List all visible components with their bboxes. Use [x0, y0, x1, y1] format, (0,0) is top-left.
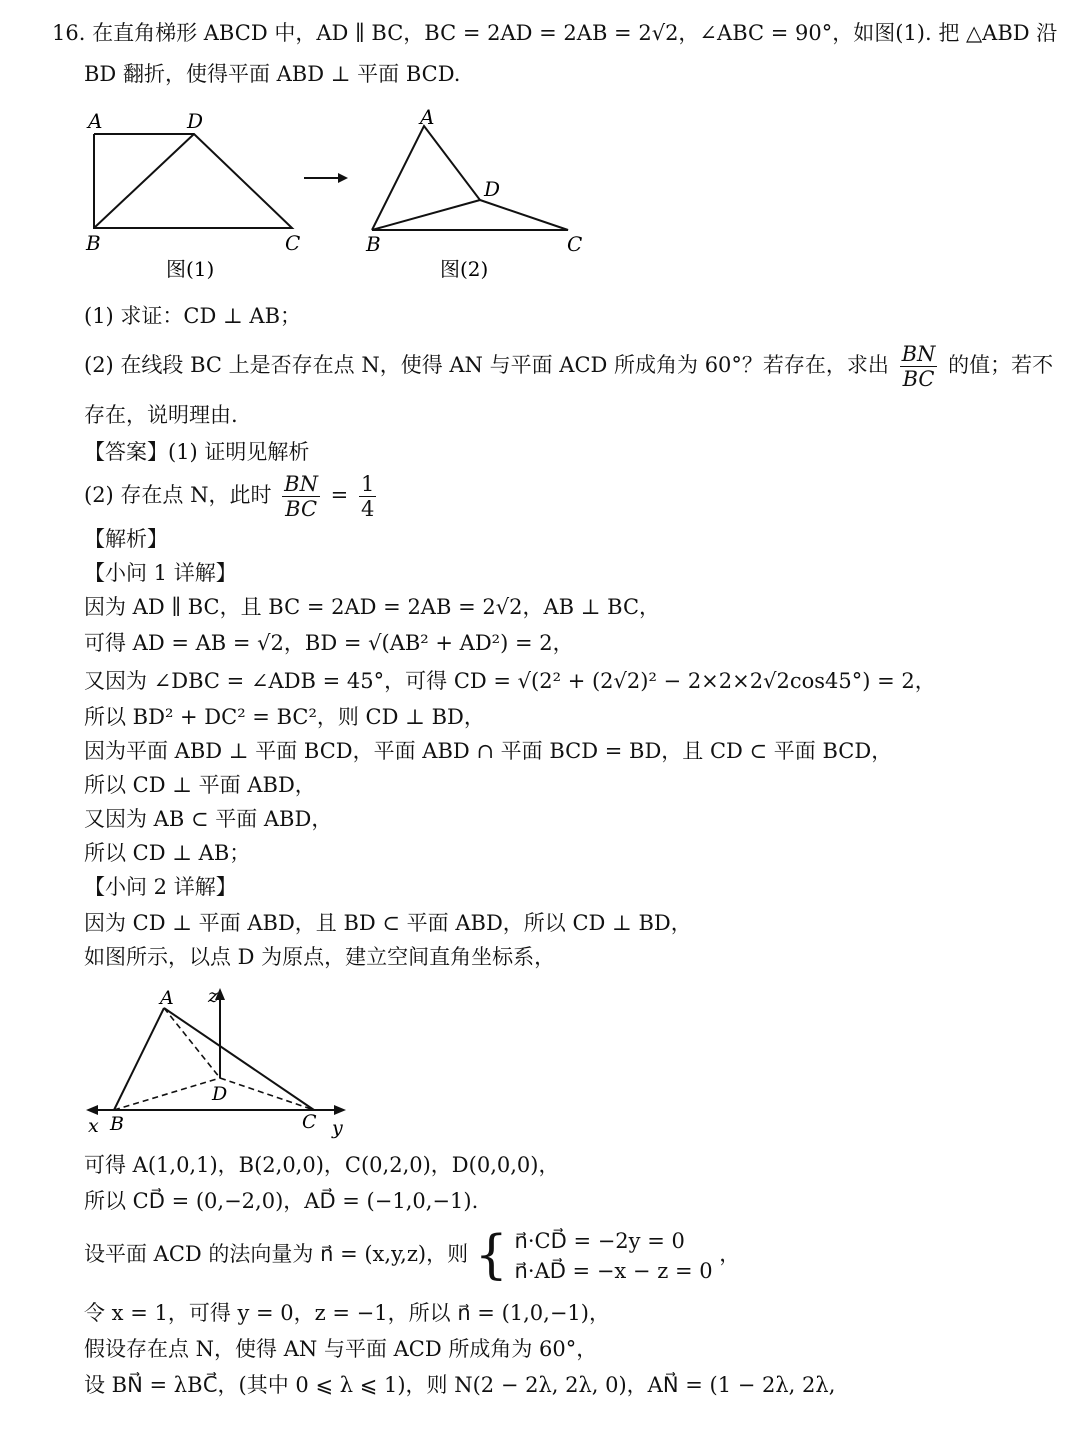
question-1: (1) 求证：CD ⊥ AB；	[84, 304, 302, 328]
label-a: A	[88, 109, 103, 133]
label-b: B	[110, 1113, 124, 1135]
label-c: C	[302, 1111, 317, 1133]
sub1-line: 又因为 ∠DBC = ∠ADB = 45°，可得 CD = √(2² + (2√2)² − 2×2×2√2cos45°) = 2，	[84, 669, 936, 693]
equation-system: n⃗·CD⃗ = −2y = 0 n⃗·AD⃗ = −x − z = 0	[514, 1228, 713, 1283]
sub2-line: 如图所示，以点 D 为原点，建立空间直角坐标系，	[84, 945, 556, 969]
edge-ad	[164, 1008, 220, 1078]
problem-number: 16.	[52, 21, 86, 45]
let-line: 令 x = 1，可得 y = 0，z = −1，所以 n⃗ = (1,0,−1)，	[84, 1301, 610, 1325]
label-a: A	[420, 105, 435, 129]
answer-value: $\frac{1}{4}$	[360, 472, 375, 521]
sub1-line: 可得 AD = AB = √2，BD = √(AB² + AD²) = 2，	[84, 631, 574, 655]
fig2-caption: 图(2)	[440, 257, 489, 281]
sub1-heading: 【小问 1 详解】	[84, 561, 237, 585]
fig1-caption: 图(1)	[166, 257, 215, 281]
question-2-cont: 存在，说明理由.	[84, 403, 238, 427]
trapezoid-outline	[94, 134, 292, 228]
figure-3	[84, 982, 374, 1146]
label-z: z	[208, 985, 219, 1007]
folded-tetrahedron	[372, 126, 568, 230]
label-x: x	[88, 1115, 99, 1137]
sub1-line: 因为平面 ABD ⊥ 平面 BCD，平面 ABD ∩ 平面 BCD = BD，且 CD ⊂ 平面 BCD，	[84, 739, 893, 763]
sub1-line: 所以 CD ⊥ AB；	[84, 841, 251, 865]
ratio-fraction: $\frac{BN}{BC}$	[901, 342, 936, 391]
solution-heading: 【解析】	[84, 527, 168, 551]
diagonal-bd	[94, 134, 194, 228]
problem-line-1	[52, 20, 1057, 46]
vectors-line: 所以 CD⃗ = (0,−2,0)，AD⃗ = (−1,0,−1).	[84, 1189, 479, 1213]
coords-line: 可得 A(1,0,1)，B(2,0,0)，C(0,2,0)，D(0,0,0)，	[84, 1153, 560, 1177]
label-d: D	[212, 1083, 228, 1105]
sub2-heading: 【小问 2 详解】	[84, 875, 237, 899]
transform-arrow	[300, 168, 352, 192]
problem-text-1: 在直角梯形 ABCD 中，AD ∥ BC，BC = 2AD = 2AB = 2√2，∠ABC = 90°，如图(1). 把 △ABD 沿	[92, 21, 1058, 45]
normal-vector-line: 设平面 ACD 的法向量为 n⃗ = (x,y,z)，则 { n⃗·CD⃗ = −2y = 0 n⃗·AD⃗ = −x − z = 0 ，	[84, 1225, 741, 1286]
answer-ratio: $\frac{BN}{BC}$	[284, 472, 318, 521]
edge-ac	[164, 1008, 314, 1110]
edge-ab	[114, 1008, 164, 1110]
answer-part-2: (2) 存在点 N，此时 $\frac{BN}{BC}$ = $\frac{1}{4}$	[84, 472, 375, 521]
edge-dc	[220, 1078, 314, 1110]
label-a: A	[160, 987, 174, 1009]
sub1-line: 所以 CD ⊥ 平面 ABD，	[84, 773, 316, 797]
label-y: y	[332, 1117, 343, 1139]
sub1-line: 因为 AD ∥ BC，且 BC = 2AD = 2AB = 2√2，AB ⊥ BC，	[84, 595, 661, 619]
label-c: C	[567, 232, 583, 256]
problem-line-2: BD 翻折，使得平面 ABD ⊥ 平面 BCD.	[84, 62, 461, 86]
sub2-line: 因为 CD ⊥ 平面 ABD，且 BD ⊂ 平面 ABD，所以 CD ⊥ BD，	[84, 911, 692, 935]
figure-1	[80, 108, 320, 287]
label-d: D	[187, 109, 204, 133]
param-line: 设 BN⃗ = λBC⃗，(其中 0 ⩽ λ ⩽ 1)，则 N(2 − 2λ, 2λ, 0)，AN⃗ = (1 − 2λ, 2λ,	[84, 1373, 836, 1397]
figure-2	[356, 100, 596, 289]
system-brace: {	[474, 1225, 508, 1286]
edge-bd	[114, 1078, 220, 1110]
assume-line: 假设存在点 N，使得 AN 与平面 ACD 所成角为 60°，	[84, 1337, 598, 1361]
label-b: B	[366, 232, 381, 256]
label-c: C	[285, 231, 301, 255]
sub1-line: 又因为 AB ⊂ 平面 ABD，	[84, 807, 333, 831]
label-d: D	[484, 177, 501, 201]
sub1-line: 所以 BD² + DC² = BC²，则 CD ⊥ BD，	[84, 705, 485, 729]
question-2: (2) 在线段 BC 上是否存在点 N，使得 AN 与平面 ACD 所成角为 60°？若存在，求出 $\frac{BN}{BC}$ 的值；若不	[84, 342, 1054, 391]
answer-heading: 【答案】(1) 证明见解析	[84, 440, 310, 464]
label-b: B	[86, 231, 101, 255]
